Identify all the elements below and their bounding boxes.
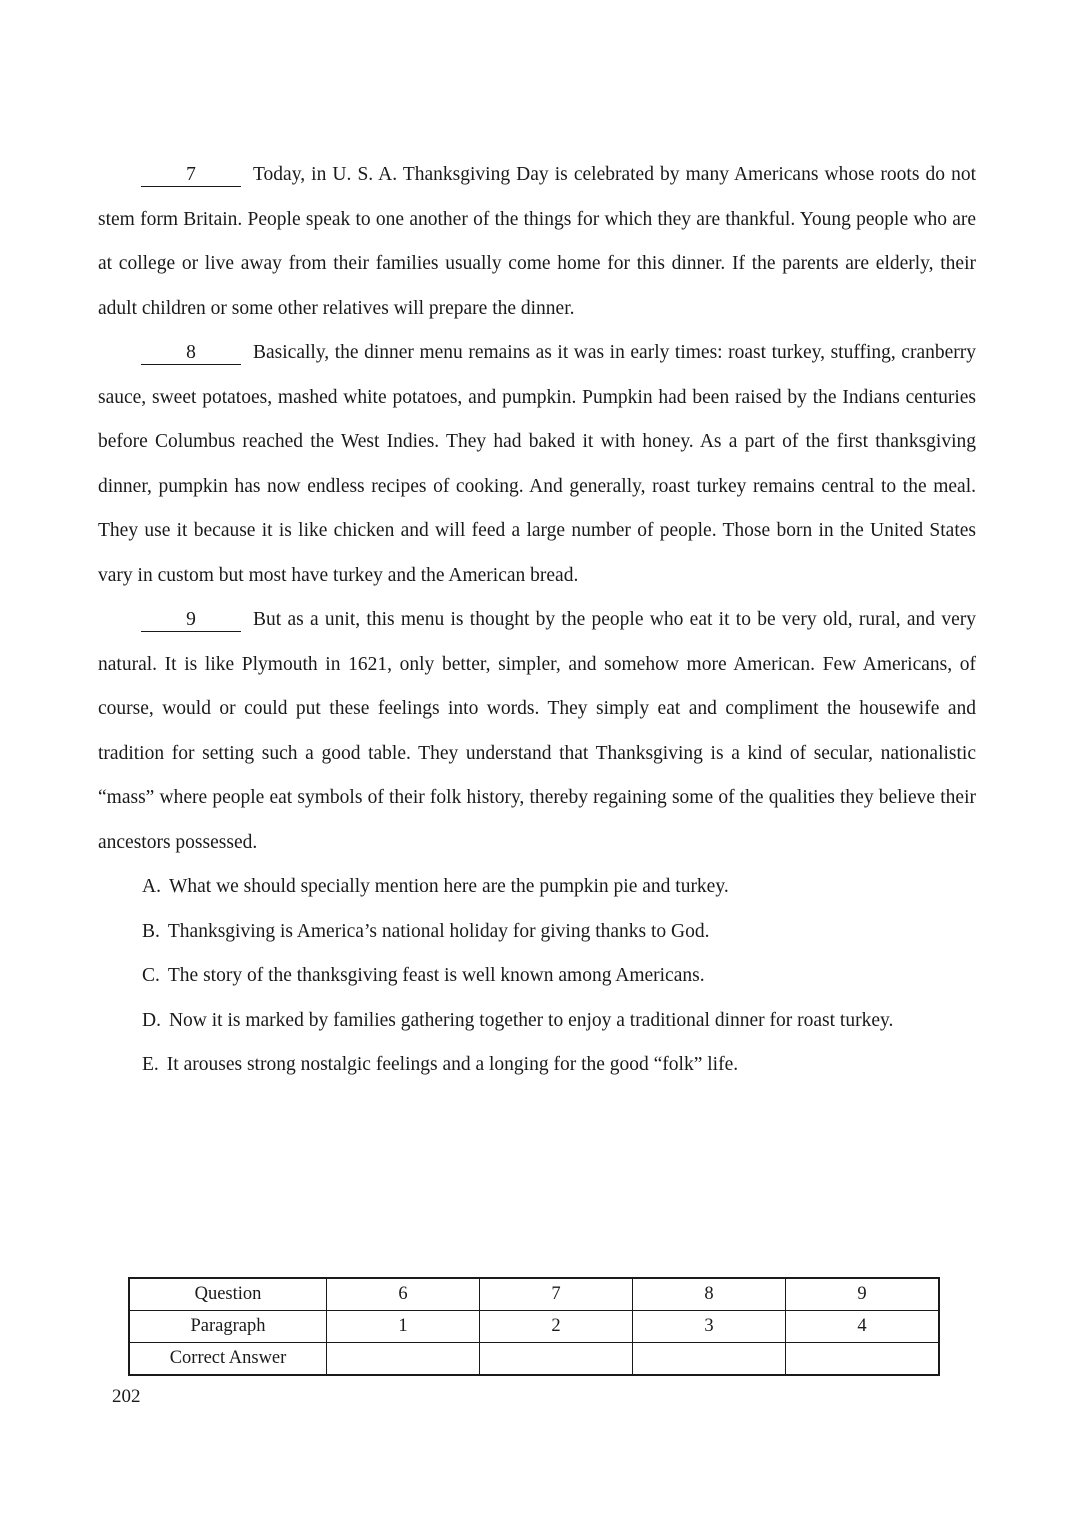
- option-letter: C.: [142, 965, 160, 986]
- option-e: [98, 1043, 976, 1088]
- paragraph-8: [98, 331, 976, 598]
- answer-blank-8[interactable]: 8: [141, 342, 241, 365]
- paragraph-text: Basically, the dinner menu remains as it was in early times: roast turkey, stuffing, cranberry sauce, sweet potatoes, mashed white potatoes, and pumpkin. Pumpkin had been raised by the Indians centuries before Columbus reached the West Indies. They had baked it with honey. As a part of the first thanksgiving dinner, pumpkin has now endless recipes of cooking. And generally, roast turkey remains central to the meal. They use it because it is like chicken and will feed a large number of people. Those born in the United States vary in custom but most have turkey and the American bread.: [98, 342, 976, 586]
- paragraph-text: Today, in U. S. A. Thanksgiving Day is celebrated by many Americans whose roots do not stem form Britain. People speak to one another of the things for which they are thankful. Young people who are at college or live away from their families usually come home for this dinner. If the parents are elderly, their adult children or some other relatives will prepare the dinner.: [98, 164, 976, 319]
- option-b: [98, 910, 976, 955]
- answer-table: [128, 1277, 940, 1376]
- option-text: Thanksgiving is America’s national holiday for giving thanks to God.: [167, 920, 710, 942]
- table-cell: 3: [633, 1311, 786, 1343]
- option-text: It arouses strong nostalgic feelings and a longing for the good “folk” life.: [166, 1054, 739, 1075]
- table-row-question: [129, 1278, 939, 1311]
- page-number: 202: [112, 1386, 141, 1407]
- table-cell: 4: [786, 1311, 940, 1343]
- table-cell: 2: [480, 1311, 633, 1343]
- paragraph-7: [98, 153, 976, 331]
- row-header: Question: [129, 1278, 327, 1311]
- option-text: Now it is marked by families gathering together to enjoy a traditional dinner for roast turkey.: [168, 1009, 894, 1031]
- option-text: What we should specially mention here are the pumpkin pie and turkey.: [168, 876, 729, 897]
- answer-blank-7[interactable]: 7: [141, 164, 241, 187]
- option-c: [98, 954, 976, 999]
- row-header: Paragraph: [129, 1311, 327, 1343]
- table-row-correct-answer: [129, 1343, 939, 1376]
- paragraph-9: [98, 598, 976, 865]
- table-cell: 7: [480, 1278, 633, 1311]
- option-a: [98, 865, 976, 910]
- answer-cell[interactable]: [633, 1343, 786, 1376]
- answer-cell[interactable]: [480, 1343, 633, 1376]
- option-d: [98, 999, 976, 1044]
- table-cell: 8: [633, 1278, 786, 1311]
- paragraph-text: But as a unit, this menu is thought by the people who eat it to be very old, rural, and very natural. It is like Plymouth in 1621, only better, simpler, and somehow more American. Few Americans, of course, would or could put these feelings into words. They simply eat and compliment the housewife and tradition for setting such a good table. They understand that Thanksgiving is a kind of secular, nationalistic “mass” where people eat symbols of their folk history, thereby regaining some of the qualities they believe their ancestors possessed.: [98, 609, 976, 853]
- option-letter: A.: [142, 876, 161, 897]
- table-cell: 1: [327, 1311, 480, 1343]
- document-body: [98, 153, 976, 1088]
- option-letter: B.: [142, 920, 160, 942]
- table-cell: 6: [327, 1278, 480, 1311]
- row-header: Correct Answer: [129, 1343, 327, 1376]
- option-text: The story of the thanksgiving feast is well known among Americans.: [167, 965, 705, 986]
- answer-cell[interactable]: [786, 1343, 940, 1376]
- answer-blank-9[interactable]: 9: [141, 609, 241, 632]
- option-letter: E.: [142, 1054, 159, 1075]
- table-cell: 9: [786, 1278, 940, 1311]
- table-row-paragraph: [129, 1311, 939, 1343]
- answer-table-container: [128, 1277, 940, 1376]
- option-list: [98, 865, 976, 1088]
- answer-cell[interactable]: [327, 1343, 480, 1376]
- option-letter: D.: [142, 1009, 161, 1031]
